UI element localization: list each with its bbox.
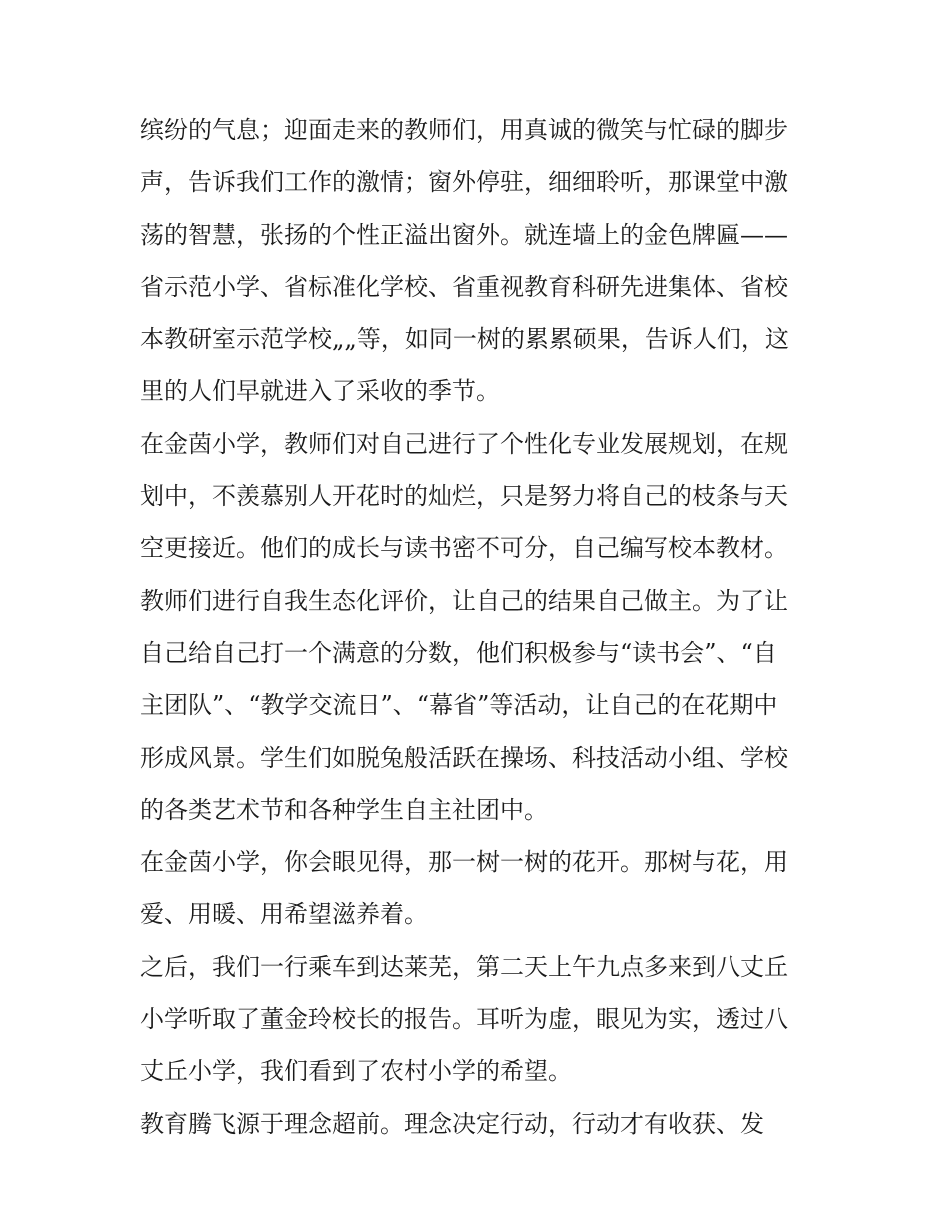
text-line: 划中，不羡慕别人开花时的灿烂，只是努力将自己的枝条与天 <box>140 482 788 511</box>
text-line: 丈丘小学，我们看到了农村小学的希望。 <box>140 1057 572 1086</box>
text-line: 缤纷的气息；迎面走来的教师们，用真诚的微笑与忙碌的脚步 <box>140 116 788 144</box>
text-line: 的各类艺术节和各种学生自主社团中。 <box>140 795 548 824</box>
text-line: 里的人们早就进入了采收的季节。 <box>140 377 500 406</box>
text-line: 省示范小学、省标准化学校、省重视教育科研先进集体、省校 <box>140 272 788 301</box>
text-line: 声，告诉我们工作的激情；窗外停驻，细细聆听，那课堂中激 <box>140 168 788 197</box>
text-line: 荡的智慧，张扬的个性正溢出窗外。就连墙上的金色牌匾—— <box>140 220 788 249</box>
text-line: 主团队”、“教学交流日”、“幕省”等活动，让自己的在花期中 <box>140 691 778 720</box>
document-body <box>140 104 820 1150</box>
text-line: 教师们进行自我生态化评价，让自己的结果自己做主。为了让 <box>140 586 788 615</box>
text-line: 之后，我们一行乘车到达莱芜，第二天上午九点多来到八丈丘 <box>140 952 788 981</box>
text-line: 自己给自己打一个满意的分数，他们积极参与“读书会”、“自 <box>140 638 777 667</box>
text-line: 教育腾飞源于理念超前。理念决定行动，行动才有收获、发 <box>140 1109 764 1138</box>
text-line: 爱、用暖、用希望滋养着。 <box>140 900 428 929</box>
text-line: 小学听取了董金玲校长的报告。耳听为虚，眼见为实，透过八 <box>140 1005 788 1034</box>
text-line: 本教研室示范学校„„等，如同一树的累累硕果，告诉人们，这 <box>140 325 789 354</box>
text-line: 形成风景。学生们如脱兔般活跃在操场、科技活动小组、学校 <box>140 743 788 772</box>
text-line: 空更接近。他们的成长与读书密不可分，自己编写校本教材。 <box>140 534 788 563</box>
text-line: 在金茵小学，你会眼见得，那一树一树的花开。那树与花，用 <box>140 848 788 877</box>
text-line: 在金茵小学，教师们对自己进行了个性化专业发展规划，在规 <box>140 429 788 458</box>
